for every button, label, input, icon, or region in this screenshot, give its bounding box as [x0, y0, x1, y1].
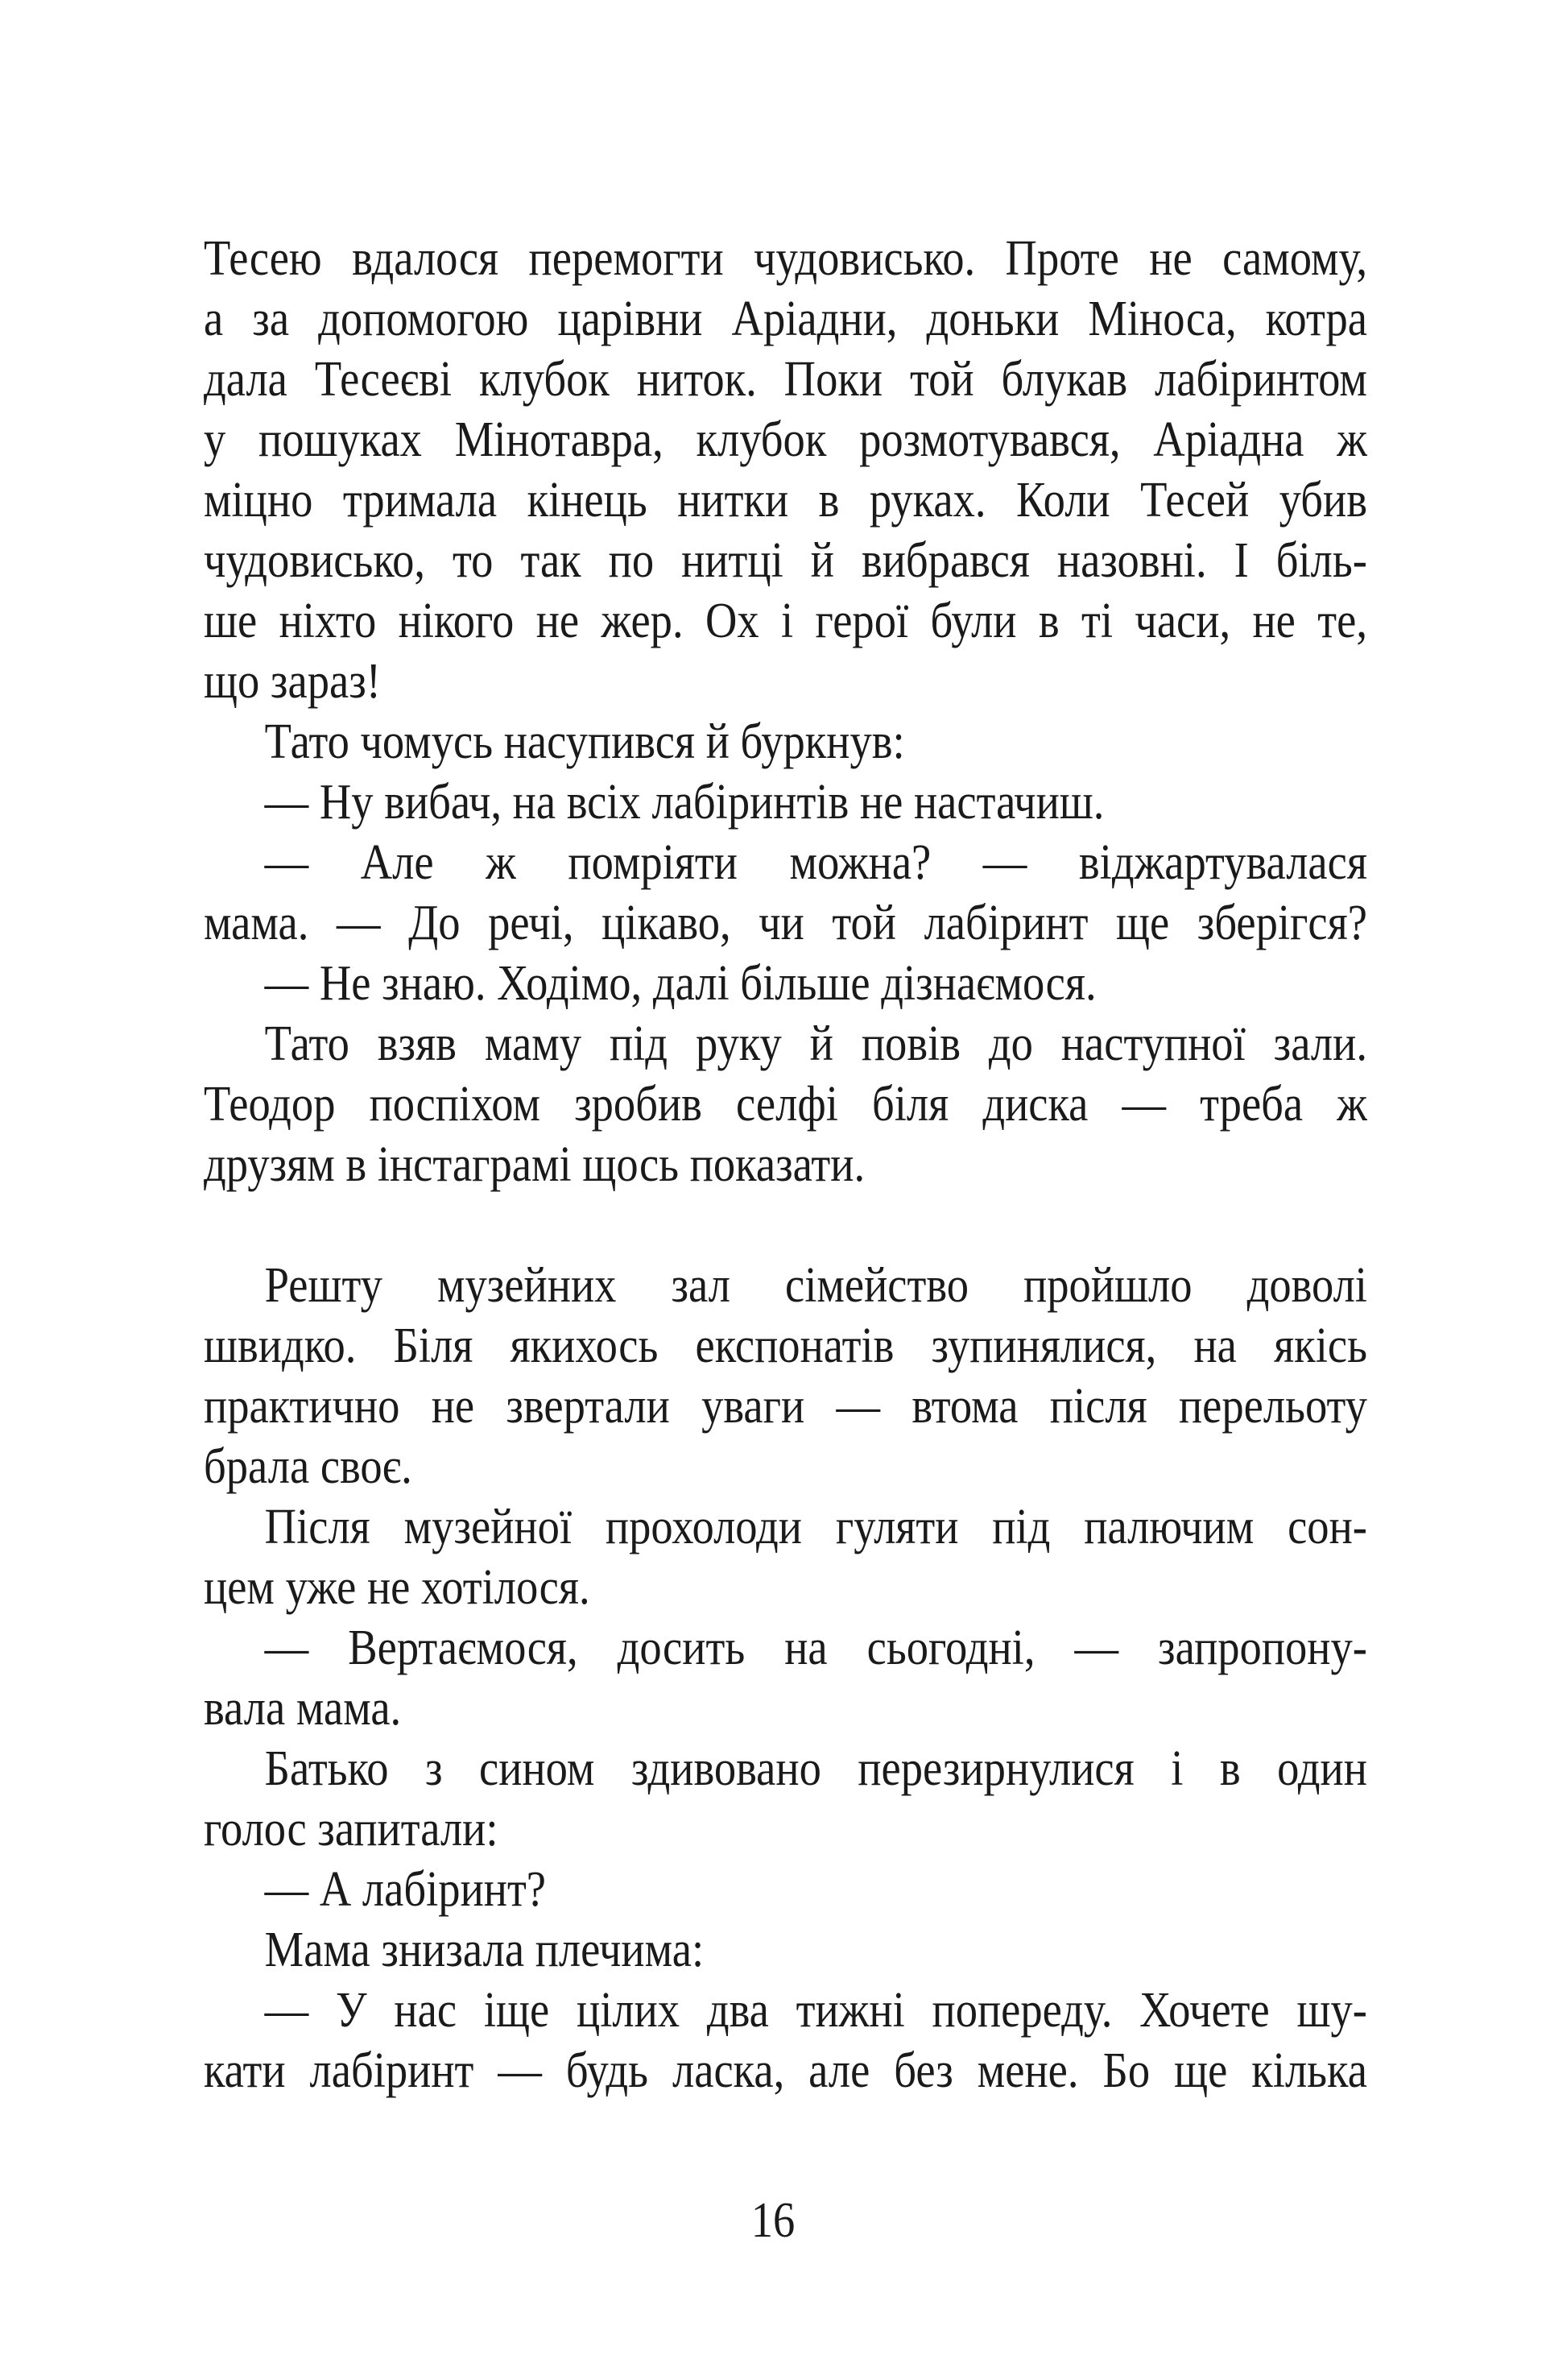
section-break [204, 1195, 1367, 1256]
dialogue-line: — Ну вибач, на всіх лабіринтів не настачиш. [264, 775, 1105, 830]
paragraph-start: Батько з сином здивовано перезирнулися і в один [264, 1741, 1367, 1796]
dialogue-line: — Але ж помріяти можна? — віджартувалася [264, 835, 1367, 890]
dialogue-line: — Вертаємося, досить на сьогодні, — запропону- [264, 1620, 1367, 1675]
text-line: що зараз! [204, 654, 381, 709]
text-line: швидко. Біля якихось експонатів зупинялися, на якісь [204, 1318, 1367, 1373]
text-line: цем уже не хотілося. [204, 1560, 590, 1615]
text-line: друзям в інстаграмі щось показати. [204, 1137, 866, 1192]
text-line: міцно тримала кінець нитки в руках. Коли Тесей убив [204, 473, 1367, 528]
text-line: Теодор поспіхом зробив селфі біля диска — треба ж [204, 1077, 1367, 1132]
text-line: мама. — До речі, цікаво, чи той лабіринт ще зберігся? [204, 896, 1367, 950]
dialogue-line: — У нас іще цілих два тижні попереду. Хочете шу- [264, 1983, 1367, 2038]
paragraph-start: Після музейної прохолоди гуляти під палючим сон- [264, 1500, 1367, 1554]
text-line: у пошуках Мінотавра, клубок розмотувався, Аріадна ж [204, 412, 1367, 467]
page-number-label: 16 [750, 2193, 796, 2248]
text-line: практично не звертали уваги — втома після перельоту [204, 1379, 1367, 1434]
body-text [204, 229, 1367, 2101]
text-line: а за допомогою царівни Аріадни, доньки Міноса, котра [204, 292, 1367, 346]
text-line: кати лабіринт — будь ласка, але без мене. Бо ще кілька [204, 2043, 1367, 2098]
paragraph-start: Тато чомусь насупився й буркнув: [264, 714, 905, 769]
text-line: вала мама. [204, 1681, 402, 1736]
paragraph-start: Решту музейних зал сімейство пройшло доволі [264, 1258, 1367, 1313]
text-line: брала своє. [204, 1439, 412, 1494]
paragraph-start: Мама знизала плечима: [264, 1923, 705, 1977]
paragraph-start: Тато взяв маму під руку й повів до наступної зали. [264, 1016, 1367, 1071]
text-line: Тесею вдалося перемогти чудовисько. Проте не самому, [204, 231, 1367, 286]
text-line: чудовисько, то так по нитці й вибрався назовні. І біль- [204, 533, 1367, 588]
text-line: дала Тесеєві клубок ниток. Поки той блукав лабіринтом [204, 352, 1367, 407]
dialogue-line: — Не знаю. Ходімо, далі більше дізнаємося. [264, 956, 1097, 1011]
page-number [0, 2192, 1546, 2249]
dialogue-line: — А лабіринт? [264, 1862, 547, 1917]
text-line: голос запитали: [204, 1802, 498, 1856]
text-line: ше ніхто нікого не жер. Ох і герої були в ті часи, не те, [204, 594, 1367, 648]
